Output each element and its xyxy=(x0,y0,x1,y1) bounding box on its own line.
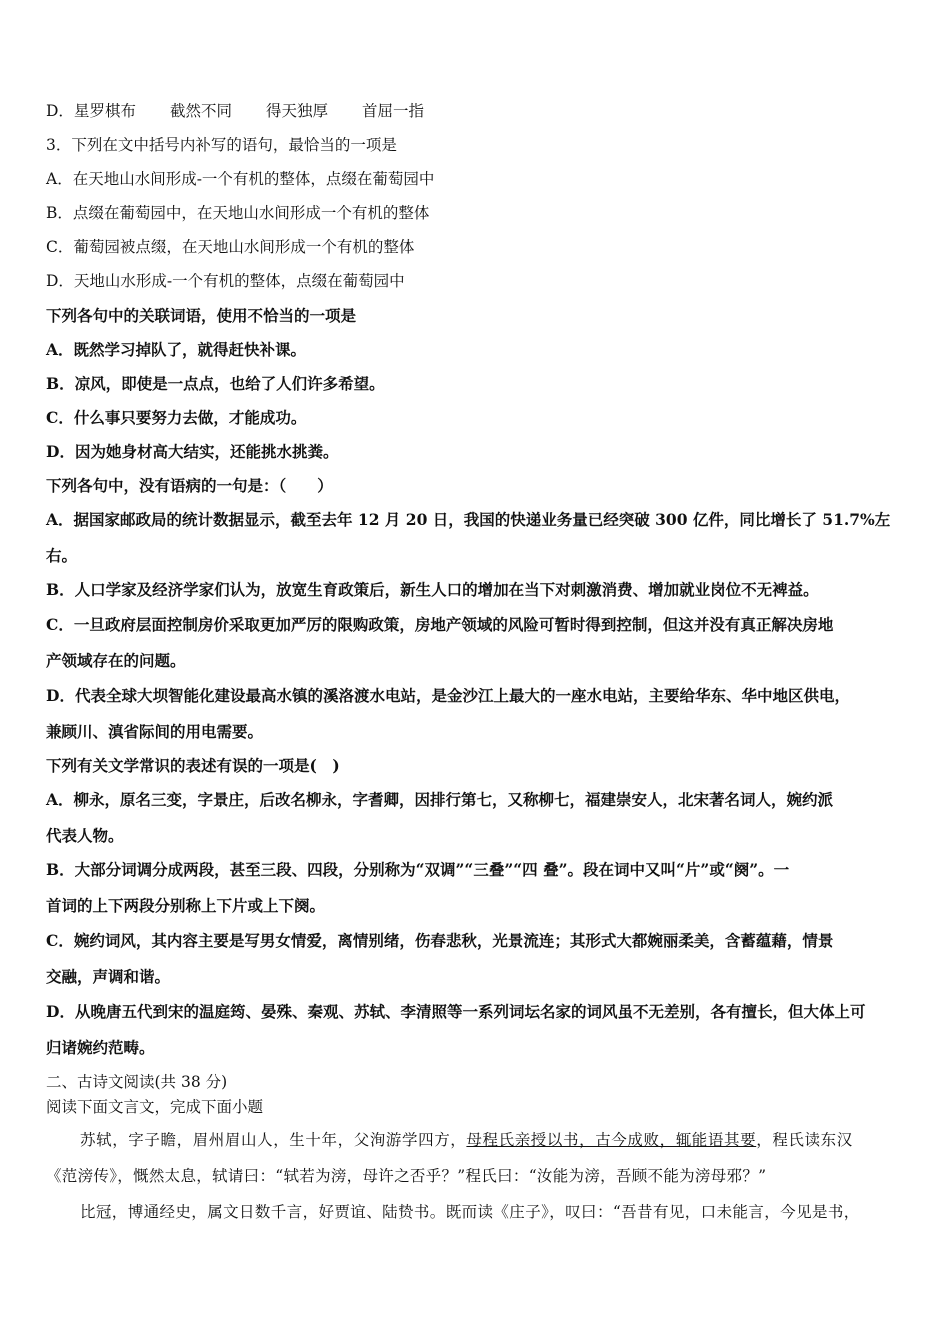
q5-stem: 下列各句中，没有语病的一句是：（ ） xyxy=(46,476,333,495)
q4-stem: 下列各句中的关联词语，使用不恰当的一项是 xyxy=(46,306,357,325)
q4-option-d: D．因为她身材高大结实，还能挑水挑粪。 xyxy=(46,442,339,461)
q5-line: A．据国家邮政局的统计数据显示，截至去年 12 月 20 日，我国的快递业务量已经突破 300 亿件，同比增长了 51.7%左 xyxy=(46,510,891,529)
option-word: 星罗棋布 xyxy=(73,102,136,120)
q6-line: A．柳永，原名三变，字景庄，后改名柳永，字耆卿，因排行第七，又称柳七，福建崇安人，北宋著名词人，婉约派 xyxy=(46,790,834,809)
passage-text: 苏轼，字子瞻，眉州眉山人，生十年，父洵游学四方， xyxy=(80,1131,467,1149)
option-word: 截然不同 xyxy=(169,102,232,120)
q5-line: D．代表全球大坝智能化建设最高水镇的溪洛渡水电站，是金沙江上最大的一座水电站，主要给华东、华中地区供电， xyxy=(46,686,850,705)
option-word: 首屈一指 xyxy=(361,102,424,120)
q6-line: C．婉约词风，其内容主要是写男女情爱，离情别绪，伤春悲秋，光景流连；其形式大都婉丽柔美，含蓄蕴藉，情景 xyxy=(46,931,834,950)
q5-line: C．一旦政府层面控制房价采取更加严厉的限购政策，房地产领域的风险可暂时得到控制，但这并没有真正解决房地 xyxy=(46,615,834,634)
q3-option-d: D．天地山水形成-一个有机的整体，点缀在葡萄园中 xyxy=(46,272,405,290)
q5-line: 右。 xyxy=(46,546,78,565)
q6-line: 交融，声调和谐。 xyxy=(46,967,171,986)
q5-line: B．人口学家及经济学家们认为，放宽生育政策后，新生人口的增加在当下对刺激消费、增加就业岗位不无裨益。 xyxy=(46,580,819,599)
q6-line: B．大部分词调分成两段，甚至三段、四段，分别称为“双调”“三叠”“四 叠”。段在词中又叫“片”或“阕”。一 xyxy=(46,860,790,879)
passage-line xyxy=(80,1129,853,1151)
q6-line: D．从晚唐五代到宋的温庭筠、晏殊、秦观、苏轼、李清照等一系列词坛名家的词风虽不无差别，各有擅长，但大体上可 xyxy=(46,1002,866,1021)
option-word: 得天独厚 xyxy=(265,102,328,120)
q6-stem: 下列有关文学常识的表述有误的一项是( ) xyxy=(46,756,340,775)
q5-line: 产领域存在的问题。 xyxy=(46,651,186,670)
q3-option-a: A．在天地山水间形成-一个有机的整体，点缀在葡萄园中 xyxy=(46,170,435,188)
option-letter: D． xyxy=(46,102,74,120)
passage-line: 《范滂传》，慨然太息，轼请曰：“轼若为滂，母许之否乎？”程氏曰：“汝能为滂，吾顾不能为滂母邪？” xyxy=(46,1167,767,1185)
q6-line: 首词的上下两段分别称上下片或上下阕。 xyxy=(46,896,326,915)
q4-option-c: C．什么事只要努力去做，才能成功。 xyxy=(46,408,307,427)
q3-stem: 3．下列在文中括号内补写的语句，最恰当的一项是 xyxy=(46,136,397,154)
q4-option-a: A．既然学习掉队了，就得赶快补课。 xyxy=(46,340,307,359)
q2-option-d xyxy=(46,100,424,122)
q4-option-b: B．凉风，即使是一点点，也给了人们许多希望。 xyxy=(46,374,385,393)
section-instruction: 阅读下面文言文，完成下面小题 xyxy=(46,1098,264,1116)
q6-line: 代表人物。 xyxy=(46,826,124,845)
passage-underlined-text: 母程氏亲授以书，古今成败，辄能语其要 xyxy=(466,1131,757,1149)
q3-option-c: C．葡萄园被点缀，在天地山水间形成一个有机的整体 xyxy=(46,238,415,256)
passage-line: 比冠，博通经史，属文日数千言，好贾谊、陆贽书。既而读《庄子》，叹曰：“吾昔有见，口未能言，今见是书， xyxy=(80,1203,860,1221)
q5-line: 兼顾川、滇省际间的用电需要。 xyxy=(46,722,264,741)
q3-option-b: B．点缀在葡萄园中，在天地山水间形成一个有机的整体 xyxy=(46,204,430,222)
q6-line: 归诸婉约范畴。 xyxy=(46,1038,155,1057)
section-heading: 二、古诗文阅读(共 38 分) xyxy=(46,1073,228,1091)
passage-text: ，程氏读东汉 xyxy=(756,1131,853,1149)
